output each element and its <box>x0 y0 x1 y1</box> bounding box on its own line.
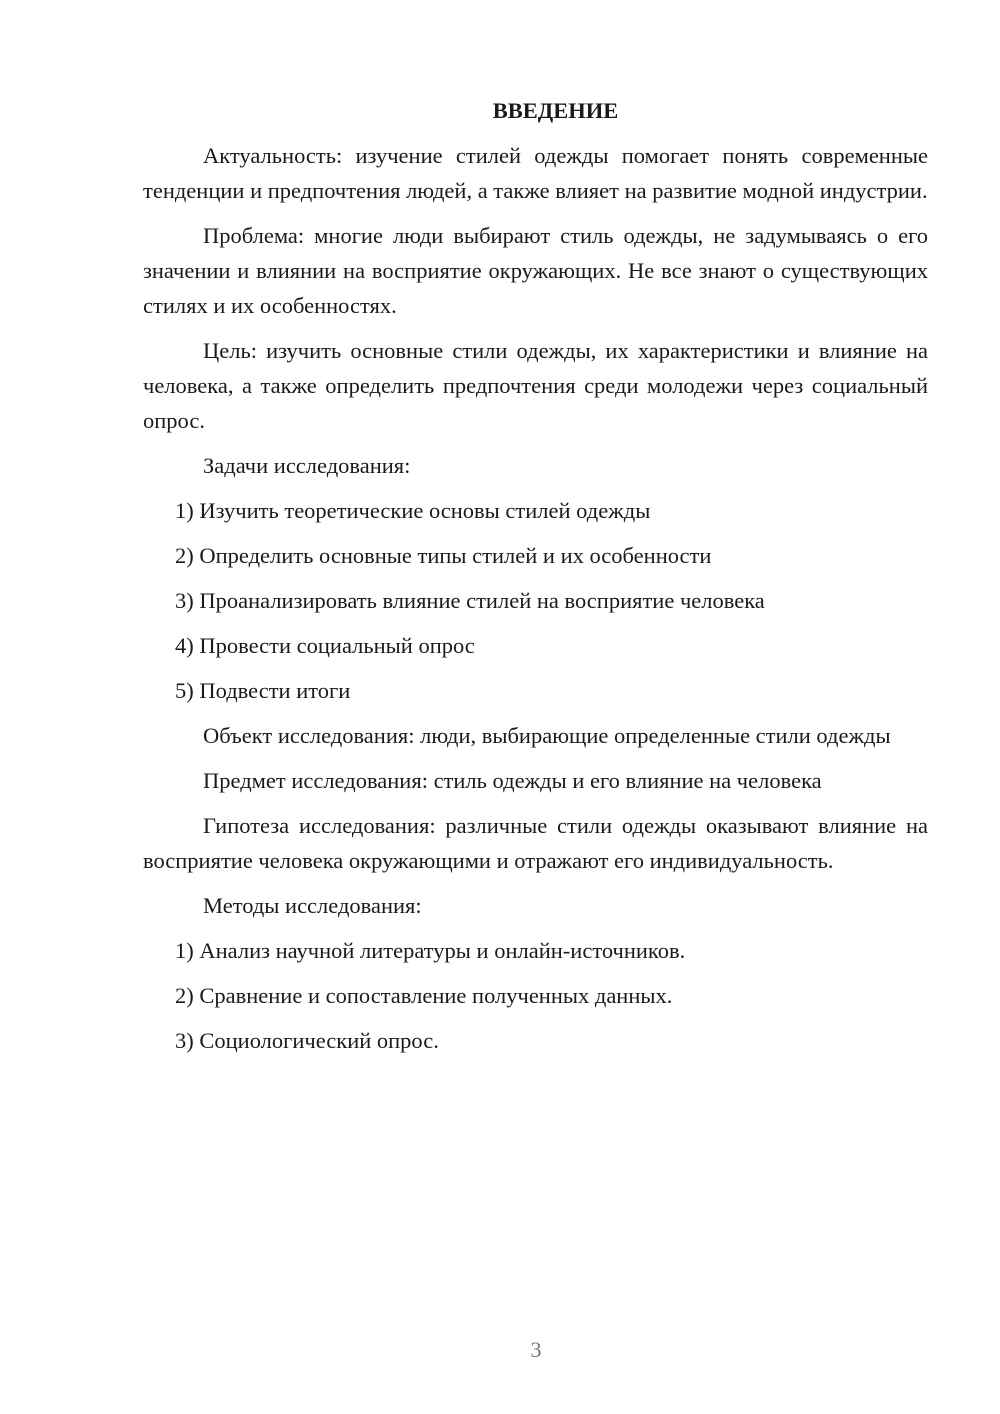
list-item: 2) Сравнение и сопоставление полученных данных. <box>175 983 673 1008</box>
list-item: 4) Провести социальный опрос <box>175 633 475 658</box>
hypothesis-paragraph: Гипотеза исследования: различные стили одежды оказывают влияние на восприятие человека окружающими и отражают его индивидуальность. <box>143 813 928 873</box>
subject-paragraph: Предмет исследования: стиль одежды и его влияние на человека <box>203 768 822 793</box>
problem-paragraph: Проблема: многие люди выбирают стиль одежды, не задумываясь о его значении и влиянии на восприятие окружающих. Не все знают о существующих стилях и их особенностях. <box>143 223 928 318</box>
list-item: 3) Социологический опрос. <box>175 1028 439 1053</box>
methods-intro: Методы исследования: <box>203 893 422 918</box>
list-item: 2) Определить основные типы стилей и их особенности <box>175 543 712 568</box>
page-content <box>143 93 928 1068</box>
tasks-list <box>143 493 928 708</box>
relevance-paragraph: Актуальность: изучение стилей одежды помогает понять современные тенденции и предпочтения людей, а также влияет на развитие модной индустрии. <box>143 143 928 203</box>
tasks-intro: Задачи исследования: <box>203 453 411 478</box>
methods-list <box>143 933 928 1058</box>
list-item: 3) Проанализировать влияние стилей на восприятие человека <box>175 588 765 613</box>
list-item: 1) Анализ научной литературы и онлайн-источников. <box>175 938 686 963</box>
list-item: 1) Изучить теоретические основы стилей одежды <box>175 498 651 523</box>
page-title: ВВЕДЕНИЕ <box>492 98 619 123</box>
list-item: 5) Подвести итоги <box>175 678 351 703</box>
goal-paragraph: Цель: изучить основные стили одежды, их характеристики и влияние на человека, а также определить предпочтения среди молодежи через социальный опрос. <box>143 338 928 433</box>
object-paragraph: Объект исследования: люди, выбирающие определенные стили одежды <box>203 723 891 748</box>
page-number: 3 <box>530 1337 542 1362</box>
